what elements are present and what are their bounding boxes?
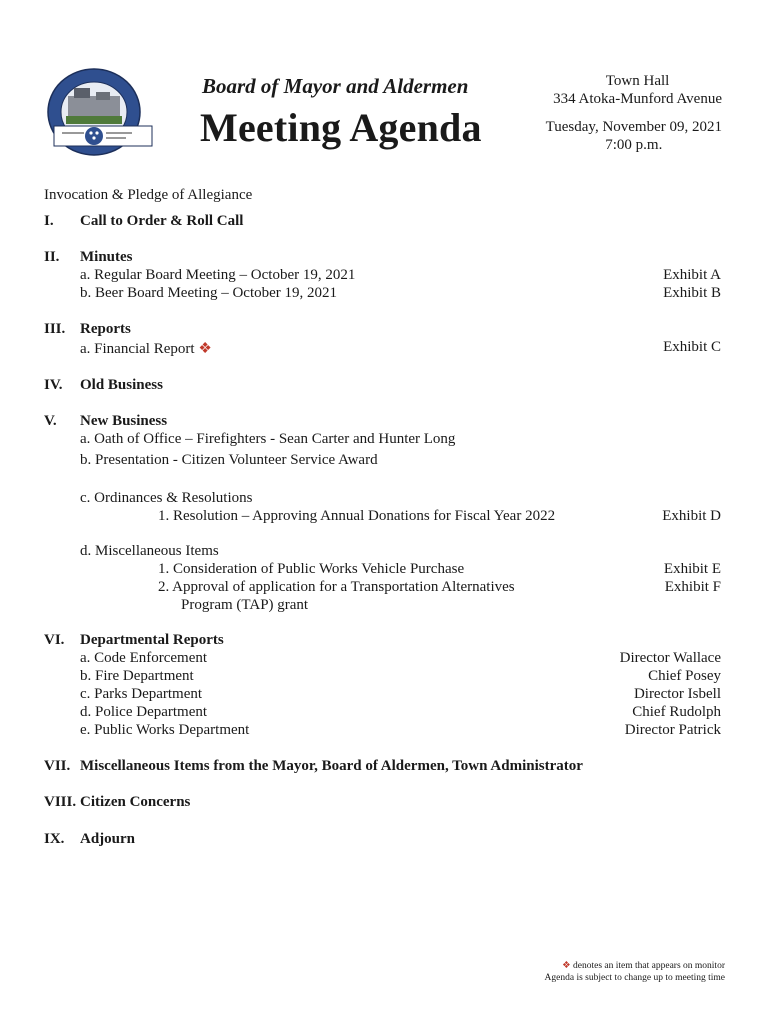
section-4-number: IV. xyxy=(44,377,63,393)
exhibit-a: Exhibit A xyxy=(663,267,721,283)
footer-monitor-note xyxy=(562,960,725,971)
dept-report-label: c. Parks Department xyxy=(80,686,203,702)
section-6-number: VI. xyxy=(44,632,65,648)
section-2-number: II. xyxy=(44,249,60,265)
footer-note-1: denotes an item that appears on monitor xyxy=(573,961,725,971)
minutes-item-a: a. Regular Board Meeting – October 19, 2021 xyxy=(80,267,356,283)
reports-item-a-label: a. Financial Report xyxy=(80,341,195,357)
dept-report-presenter: Director Patrick xyxy=(624,722,721,738)
exhibit-c: Exhibit C xyxy=(663,339,721,355)
footer-diamond-icon: ❖ xyxy=(562,961,571,971)
monitor-diamond-icon: ❖ xyxy=(198,341,212,357)
dept-report-presenter: Director Isbell xyxy=(633,686,721,702)
location-name: Town Hall xyxy=(605,73,670,89)
section-8-number: VIII. xyxy=(44,794,77,810)
footer-note-2: Agenda is subject to change up to meeting time xyxy=(544,973,725,983)
section-9-title: Adjourn xyxy=(80,831,136,847)
section-1-number: I. xyxy=(44,213,54,229)
meeting-datetime xyxy=(546,118,722,154)
section-1-title: Call to Order & Roll Call xyxy=(80,213,244,229)
section-4-title: Old Business xyxy=(80,377,163,393)
board-title: Board of Mayor and Aldermen xyxy=(202,74,469,98)
misc-item-2-continued: Program (TAP) grant xyxy=(181,597,309,613)
resolution-item-1: 1. Resolution – Approving Annual Donations for Fiscal Year 2022 xyxy=(158,508,556,524)
exhibit-b: Exhibit B xyxy=(663,285,721,301)
exhibit-d: Exhibit D xyxy=(662,508,721,524)
town-seal-logo xyxy=(44,66,154,162)
new-business-item-b: b. Presentation - Citizen Volunteer Service Award xyxy=(80,452,378,468)
section-5-title: New Business xyxy=(80,413,168,429)
meeting-date: Tuesday, November 09, 2021 xyxy=(545,119,722,135)
new-business-item-c: c. Ordinances & Resolutions xyxy=(80,490,253,506)
dept-report-label: b. Fire Department xyxy=(80,668,194,684)
new-business-item-a: a. Oath of Office – Firefighters - Sean Carter and Hunter Long xyxy=(80,431,456,447)
meeting-location xyxy=(553,72,722,108)
dept-report-label: d. Police Department xyxy=(80,704,208,720)
dept-report-label: e. Public Works Department xyxy=(80,722,250,738)
dept-report-presenter: Director Wallace xyxy=(619,650,721,666)
document-title: Meeting Agenda xyxy=(200,105,482,150)
minutes-item-b: b. Beer Board Meeting – October 19, 2021 xyxy=(80,285,338,301)
dept-report-label: a. Code Enforcement xyxy=(80,650,208,666)
misc-item-1: 1. Consideration of Public Works Vehicle Purchase xyxy=(158,561,465,577)
exhibit-f: Exhibit F xyxy=(664,579,721,595)
meeting-time: 7:00 p.m. xyxy=(605,137,663,153)
section-6-title: Departmental Reports xyxy=(80,632,224,648)
location-address: 334 Atoka-Munford Avenue xyxy=(553,91,722,107)
section-5-number: V. xyxy=(44,413,57,429)
section-3-title: Reports xyxy=(80,321,131,337)
section-3-number: III. xyxy=(44,321,66,337)
section-8-title: Citizen Concerns xyxy=(80,794,191,810)
section-9-number: IX. xyxy=(44,831,65,847)
section-2-title: Minutes xyxy=(80,249,133,265)
dept-report-presenter: Chief Rudolph xyxy=(632,704,721,720)
section-7-title: Miscellaneous Items from the Mayor, Board of Aldermen, Town Administrator xyxy=(80,758,583,774)
section-7-number: VII. xyxy=(44,758,71,774)
reports-item-a xyxy=(80,339,212,358)
new-business-item-d: d. Miscellaneous Items xyxy=(80,543,219,559)
dept-report-presenter: Chief Posey xyxy=(648,668,721,684)
invocation-line: Invocation & Pledge of Allegiance xyxy=(44,187,253,203)
exhibit-e: Exhibit E xyxy=(663,561,721,577)
misc-item-2: 2. Approval of application for a Transportation Alternatives xyxy=(158,579,515,595)
